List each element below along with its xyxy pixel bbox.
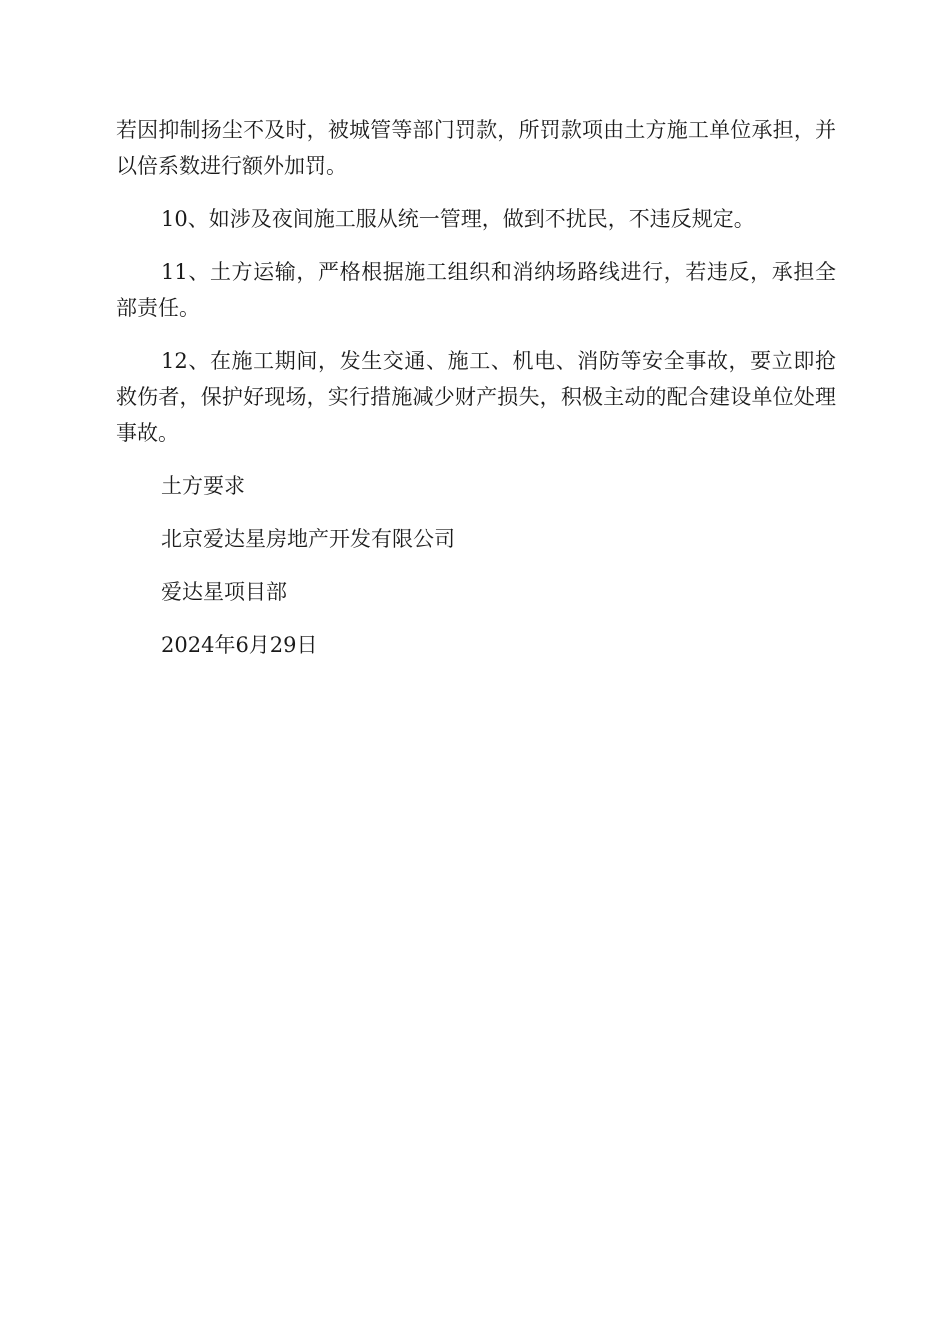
signature-department: 爱达星项目部 bbox=[161, 580, 287, 604]
paragraph-item-12: 12、在施工期间，发生交通、施工、机电、消防等安全事故，要立即抢救伤者，保护好现场，实行措施减少财产损失，积极主动的配合建设单位处理事故。 bbox=[116, 349, 836, 445]
signature-company: 北京爱达星房地产开发有限公司 bbox=[161, 527, 455, 551]
paragraph-item-10: 10、如涉及夜间施工服从统一管理，做到不扰民，不违反规定。 bbox=[161, 207, 755, 231]
paragraph-item-11: 11、土方运输，严格根据施工组织和消纳场路线进行，若违反，承担全部责任。 bbox=[116, 260, 836, 320]
signature-requirement: 土方要求 bbox=[161, 474, 245, 498]
signature-date: 2024年6月29日 bbox=[161, 633, 318, 657]
document-body bbox=[116, 112, 836, 663]
paragraph-continuation: 若因抑制扬尘不及时，被城管等部门罚款，所罚款项由土方施工单位承担，并以倍系数进行额外加罚。 bbox=[116, 118, 836, 178]
